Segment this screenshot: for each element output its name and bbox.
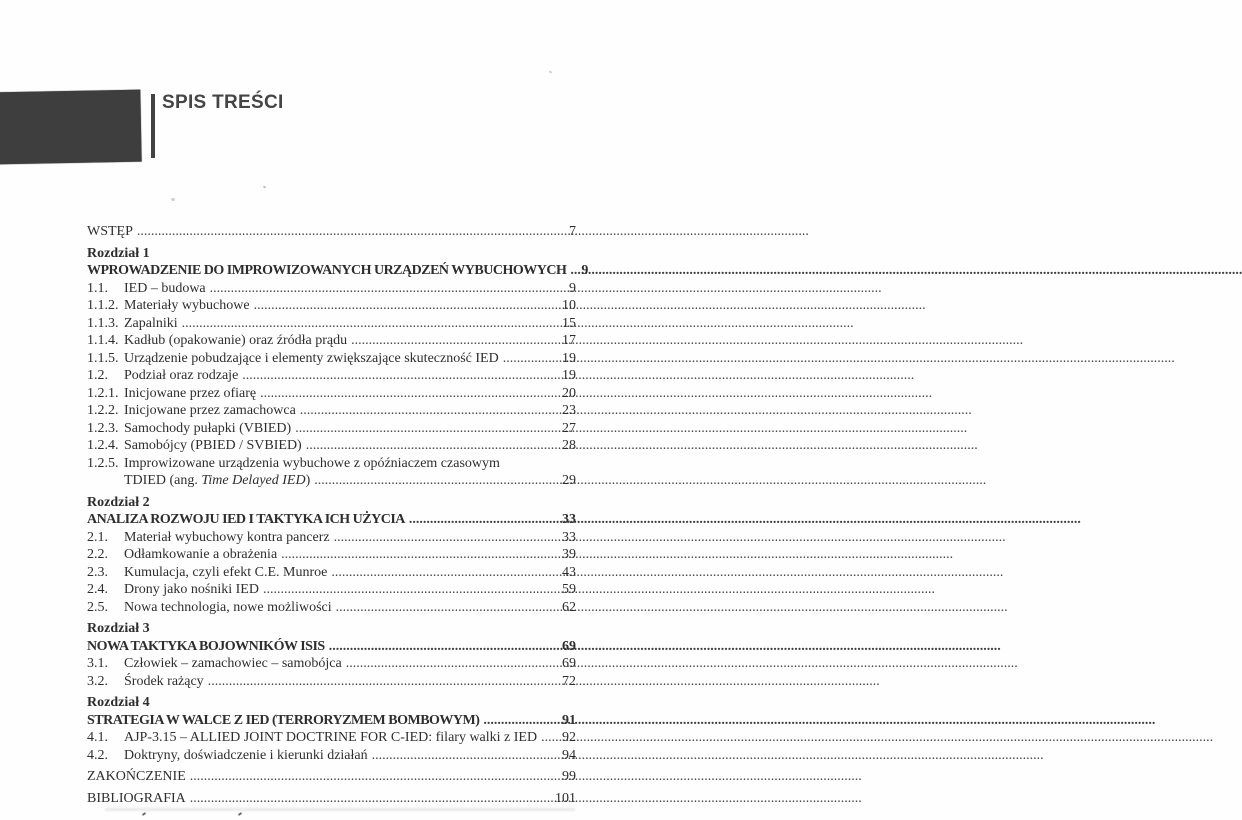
page-number: 19	[562, 350, 576, 366]
dot-leader	[483, 712, 557, 726]
toc-section	[87, 790, 576, 808]
page-number: 23	[562, 403, 576, 418]
toc-entry	[87, 297, 576, 315]
page-number: 28	[562, 438, 576, 453]
toc-entry	[87, 564, 576, 582]
cut-off-line-smudge	[105, 808, 575, 811]
entry-number: 1.2.4.	[87, 438, 119, 453]
title-block-rectangle	[0, 90, 142, 165]
entry-title: Kadłub (opakowanie) oraz źródła prądu	[124, 333, 348, 348]
chapter-heading: Rozdział 1	[87, 245, 150, 261]
entry-number: 2.3.	[87, 564, 108, 580]
chapter-title-row	[87, 262, 589, 280]
dot-leader	[541, 729, 557, 743]
entry-title: Człowiek – zamachowiec – samobójca	[124, 656, 342, 671]
toc-section	[87, 223, 576, 241]
entry-label: WSTĘP	[87, 224, 133, 239]
page-number: 62	[562, 599, 576, 615]
scan-speck	[549, 70, 553, 73]
text-segment: TDIED (ang.	[124, 473, 202, 488]
page-number: 17	[562, 333, 576, 348]
toc-entry	[87, 729, 576, 747]
chapter-title: WPROWADZENIE DO IMPROWIZOWANYCH URZĄDZEŃ WYBUCHOWYCH	[87, 263, 567, 278]
entry-title: Odłamkowanie a obrażenia	[124, 547, 278, 562]
toc-entry	[87, 280, 576, 298]
entry-title: Zapalniki	[124, 315, 178, 331]
entry-title: Podział oraz rodzaje	[124, 368, 239, 383]
italic-text-segment: Time Delayed IED	[201, 473, 306, 488]
cut-off-accent-mark	[142, 812, 146, 816]
toc-entry	[87, 385, 576, 403]
entry-title: Improwizowane urządzenia wybuchowe z opóźniaczem czasowym	[124, 455, 500, 471]
entry-title-continued	[124, 472, 310, 490]
toc-entry	[87, 546, 576, 564]
dot-leader	[503, 350, 557, 364]
page-number: 19	[562, 368, 576, 383]
page-number: 10	[562, 298, 576, 313]
dot-leader	[570, 262, 576, 276]
chapter-title: NOWA TAKTYKA BOJOWNIKÓW ISIS	[87, 638, 325, 654]
page-title: SPIS TREŚCI	[162, 92, 284, 113]
chapter-title-row	[87, 638, 576, 656]
toc-entry	[87, 223, 576, 241]
page-number: 92	[562, 730, 576, 745]
page-number: 69	[562, 638, 576, 654]
dot-leader	[331, 564, 557, 578]
dot-leader	[182, 315, 557, 329]
toc-entry	[87, 332, 576, 350]
toc-entry	[87, 455, 576, 473]
toc-entry	[87, 599, 576, 617]
dot-leader	[208, 673, 557, 687]
entry-title: Nowa technologia, nowe możliwości	[124, 599, 332, 615]
entry-number: 1.2.5.	[87, 455, 119, 471]
entry-title: Doktryny, doświadczenie i kierunki działań	[124, 747, 368, 763]
page-number: 9	[569, 280, 576, 296]
dot-leader	[372, 747, 557, 761]
dot-leader	[334, 529, 557, 543]
page-number: 99	[562, 769, 576, 784]
entry-number: 2.5.	[87, 599, 108, 615]
dot-leader	[263, 581, 557, 595]
toc-section	[87, 768, 576, 786]
dot-leader	[242, 367, 557, 381]
entry-title: Samochody pułapki (VBIED)	[124, 420, 292, 436]
scan-speck	[263, 185, 267, 188]
entry-number: 1.2.1.	[87, 385, 119, 401]
entry-number: 1.1.5.	[87, 350, 119, 366]
toc-entry	[87, 581, 576, 599]
page-number: 91	[562, 712, 576, 728]
page-number: 59	[562, 582, 576, 597]
toc-entry	[87, 529, 576, 547]
toc-section	[87, 694, 576, 764]
toc-entry	[87, 768, 576, 786]
chapter-title: ANALIZA ROZWOJU IED I TAKTYKA ICH UŻYCIA	[87, 512, 405, 527]
chapter-title-row	[87, 712, 576, 730]
entry-label: BIBLIOGRAFIA	[87, 790, 186, 806]
toc-section	[87, 494, 576, 617]
page-number: 15	[562, 315, 576, 331]
entry-number: 3.2.	[87, 673, 108, 689]
toc-section	[87, 620, 576, 690]
entry-number: 1.2.3.	[87, 420, 119, 436]
scanned-toc-page	[0, 0, 601, 820]
page-number: 27	[562, 420, 576, 436]
entry-title: Inicjowane przez ofiarę	[124, 385, 257, 401]
toc-entry	[87, 350, 576, 368]
dot-leader	[254, 297, 557, 311]
toc-entry	[87, 655, 576, 673]
entry-title: Kumulacja, czyli efekt C.E. Munroe	[124, 564, 328, 580]
entry-title: Urządzenie pobudzające i elementy zwiększające skuteczność IED	[124, 350, 499, 366]
entry-number: 1.2.2.	[87, 403, 119, 418]
page-number: 33	[562, 512, 576, 527]
dot-leader	[314, 472, 557, 486]
toc-entry	[87, 420, 576, 438]
entry-number: 1.1.3.	[87, 315, 119, 331]
title-divider-bar	[151, 94, 155, 158]
dot-leader	[190, 790, 550, 804]
entry-number: 1.1.2.	[87, 298, 119, 313]
toc-entry	[87, 315, 576, 333]
dot-leader	[260, 385, 557, 399]
text-segment: )	[305, 473, 311, 488]
page-number: 69	[562, 656, 576, 671]
page-number: 43	[562, 564, 576, 580]
dot-leader	[137, 223, 564, 237]
toc-entry	[87, 673, 576, 691]
entry-number: 2.2.	[87, 547, 108, 562]
entry-title: Środek rażący	[124, 673, 204, 689]
page-number: 9	[581, 263, 589, 278]
chapter-heading: Rozdział 3	[87, 621, 150, 636]
entry-number: 4.2.	[87, 747, 108, 763]
dot-leader	[336, 599, 557, 613]
entry-title: Inicjowane przez zamachowca	[124, 403, 296, 418]
entry-title: Materiał wybuchowy kontra pancerz	[124, 529, 330, 545]
entry-label: ZAKOŃCZENIE	[87, 769, 186, 784]
page-number: 20	[562, 385, 576, 401]
dot-leader	[306, 437, 557, 451]
page-number: 101	[555, 790, 576, 806]
toc-list	[87, 223, 589, 807]
dot-leader	[351, 332, 557, 346]
entry-number: 4.1.	[87, 730, 108, 745]
entry-number: 1.2.	[87, 368, 108, 383]
chapter-title-row	[87, 511, 576, 529]
page-number: 72	[562, 673, 576, 689]
entry-number: 3.1.	[87, 656, 108, 671]
dot-leader	[409, 511, 557, 525]
toc-entry	[87, 790, 576, 808]
dot-leader	[190, 768, 557, 782]
scan-speck	[171, 198, 175, 201]
toc-entry	[87, 437, 576, 455]
entry-number: 2.1.	[87, 529, 108, 545]
dot-leader	[300, 402, 557, 416]
toc-section	[87, 245, 589, 490]
cut-off-accent-mark	[238, 812, 242, 816]
entry-number: 2.4.	[87, 582, 108, 597]
page-number: 33	[562, 529, 576, 545]
entry-number: 1.1.	[87, 280, 108, 296]
entry-number: 1.1.4.	[87, 333, 119, 348]
dot-leader	[329, 638, 557, 652]
page-number: 94	[562, 747, 576, 763]
dot-leader	[295, 420, 557, 434]
chapter-title: STRATEGIA W WALCE Z IED (TERRORYZMEM BOMBOWYM)	[87, 712, 480, 728]
page-number: 39	[562, 547, 576, 562]
dot-leader	[210, 280, 564, 294]
chapter-heading: Rozdział 4	[87, 695, 150, 710]
entry-title: IED – budowa	[124, 280, 206, 296]
entry-title: Samobójcy (PBIED / SVBIED)	[124, 438, 302, 453]
chapter-heading: Rozdział 2	[87, 494, 150, 510]
entry-title: AJP-3.15 – ALLIED JOINT DOCTRINE FOR C-IED: filary walki z IED	[124, 730, 538, 745]
toc-entry	[87, 402, 576, 420]
toc-entry	[87, 747, 576, 765]
entry-title: Materiały wybuchowe	[124, 298, 250, 313]
page-number: 7	[569, 224, 576, 239]
entry-title: Drony jako nośniki IED	[124, 582, 259, 597]
dot-leader	[346, 655, 557, 669]
page-number: 29	[562, 473, 576, 488]
toc-entry	[87, 367, 576, 385]
toc-entry-continuation	[87, 472, 576, 490]
dot-leader	[281, 546, 557, 560]
